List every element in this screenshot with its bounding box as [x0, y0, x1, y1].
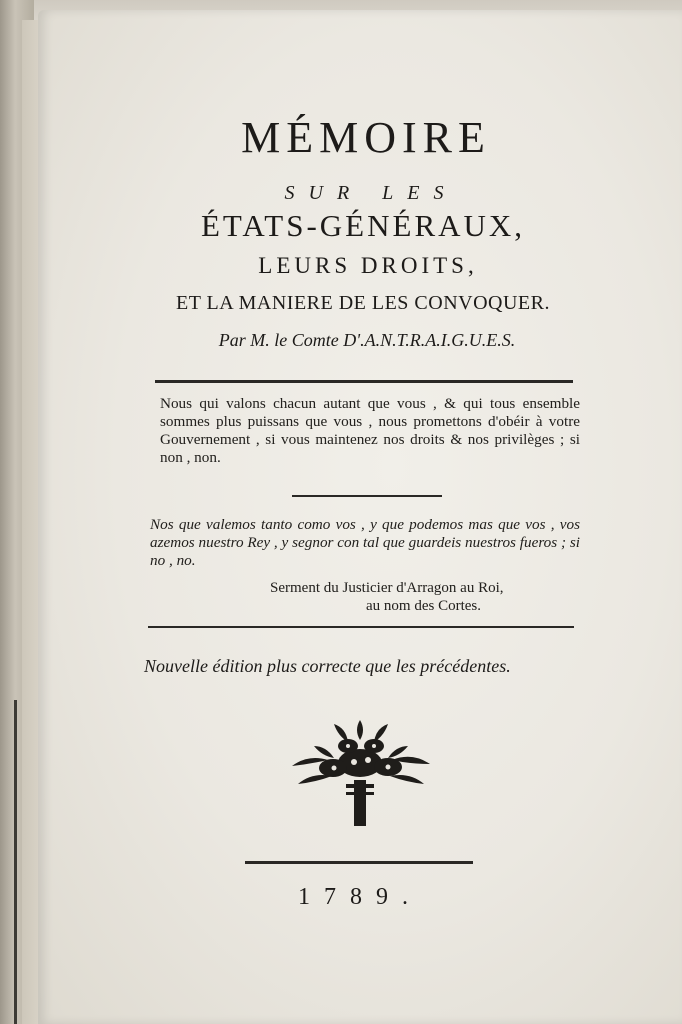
rule-middle [148, 626, 574, 628]
rule-bottom [245, 861, 473, 864]
flower-bouquet-icon [288, 718, 434, 830]
title-etats-generaux: ÉTATS-GÉNÉRAUX, [200, 208, 526, 243]
rule-short [292, 495, 442, 497]
author-line: Par M. le Comte D'.A.N.T.R.A.I.G.U.E.S. [218, 330, 516, 350]
publication-year: 1789. [298, 884, 422, 910]
attribution-line-1: Serment du Justicier d'Arragon au Roi, [270, 580, 504, 596]
rule-top [155, 380, 573, 383]
title-maniere: ET LA MANIERE DE LES CONVOQUER. [175, 292, 550, 314]
attribution-line-2: au nom des Cortes. [366, 598, 481, 614]
edition-note: Nouvelle édition plus correcte que les précédentes. [144, 656, 511, 676]
epigraph-spanish: Nos que valemos tanto como vos , y que podemos mas que vos , vos azemos nuestro Rey , y segnor con tal que guardeis nuestros fueros ; si no , no. [150, 516, 580, 569]
spine-edge [14, 700, 17, 1024]
title-leurs-droits: LEURS DROITS, [258, 253, 478, 278]
book-title: MÉMOIRE [241, 113, 491, 162]
epigraph-french: Nous qui valons chacun autant que vous , & qui tous ensemble sommes plus puissans que vous , nous promettons d'obéir à votre Gouvernement , si vous maintenez nos droits & nos privilèges ; si non , non. [160, 395, 580, 466]
title-sur-les: SUR LES [284, 182, 458, 204]
